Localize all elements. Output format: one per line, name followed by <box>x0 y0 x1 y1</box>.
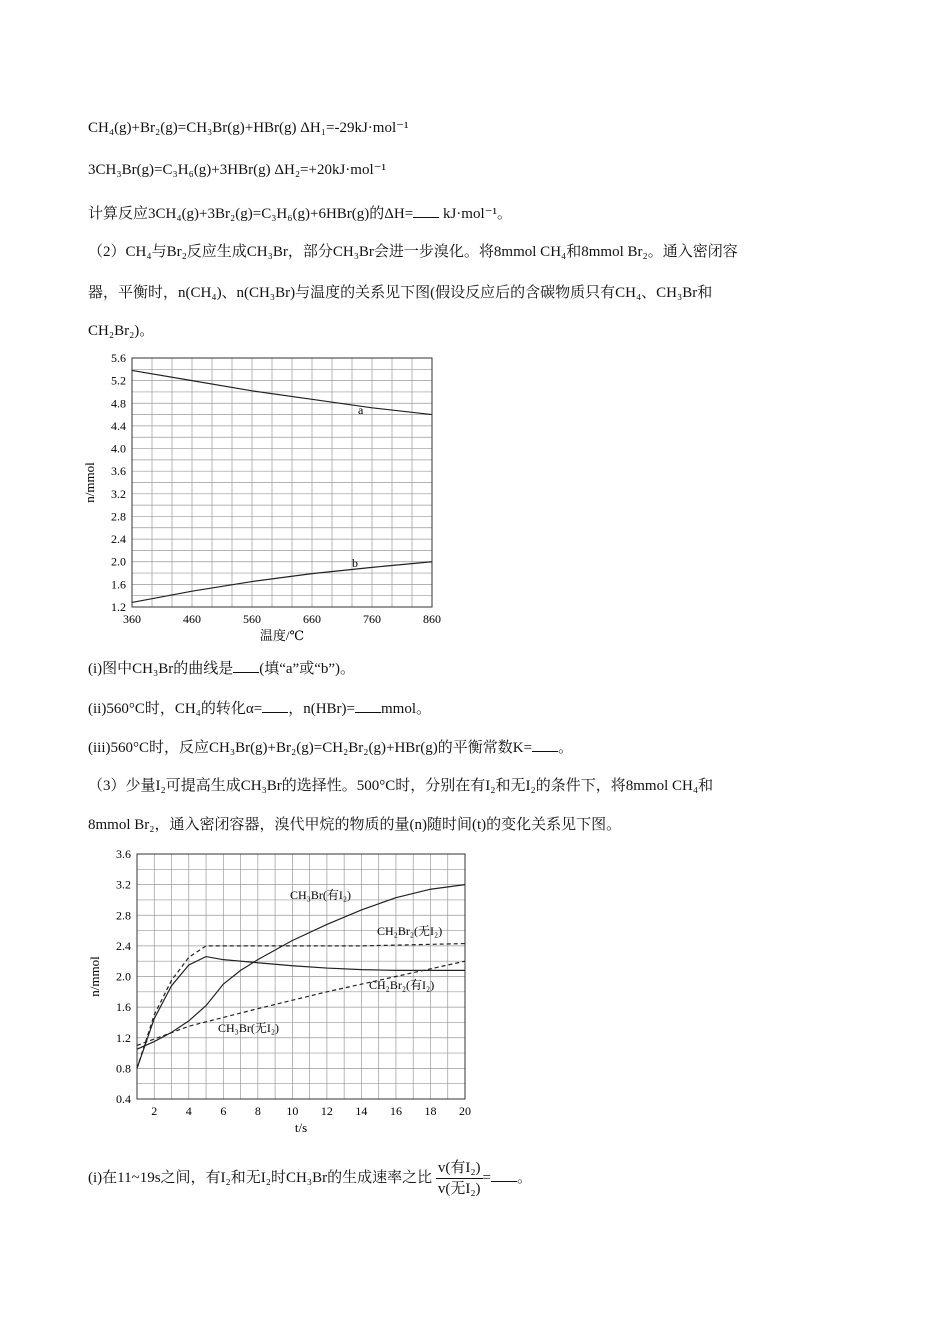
equation-1: CH₄(g)+Br₂(g)=CH₃Br(g)+HBr(g) ΔH₁=-29kJ·mol⁻¹ <box>88 120 409 136</box>
series-line-1 <box>132 370 432 414</box>
question-ii-c: mmol。 <box>381 701 432 717</box>
y-tick-label: 1.2 <box>111 600 126 614</box>
answer-blank <box>355 698 381 713</box>
series-line-3 <box>137 957 465 1069</box>
part2-line-2: 器，平衡时，n(CH₄)、n(CH₃Br)与温度的关系见下图(假设反应后的含碳物质只有CH₄、CH₃Br和 <box>88 285 713 301</box>
equation-2: 3CH₃Br(g)=C₃H₆(g)+3HBr(g) ΔH₂=+20kJ·mol⁻¹ <box>88 162 387 178</box>
question-3i-tail: = <box>482 1169 492 1186</box>
question-3i-text: (i)在11~19s之间，有I₂和无I₂时CH₃Br的生成速率之比 <box>88 1169 433 1186</box>
fraction-numerator: v(有I₂) <box>436 1158 483 1179</box>
x-tick-label: 4 <box>185 1104 192 1118</box>
x-tick-label: 560 <box>243 612 261 626</box>
y-tick-label: 5.6 <box>111 351 126 365</box>
question-ii <box>88 698 431 719</box>
y-tick-label: 4.0 <box>111 441 126 456</box>
answer-blank <box>413 203 439 218</box>
x-tick-label: 14 <box>355 1104 368 1118</box>
part3-line-2: 8mmol Br₂，通入密闭容器，溴代甲烷的物质的量(n)随时间(t)的变化关系见下图。 <box>88 817 622 833</box>
series-label-2: b <box>352 556 358 570</box>
y-tick-label: 3.6 <box>116 847 131 861</box>
answer-blank <box>262 698 288 713</box>
y-tick-label: 5.2 <box>111 373 126 388</box>
answer-blank <box>491 1167 517 1182</box>
y-tick-label: 3.6 <box>111 464 126 479</box>
chart1-labels <box>82 351 441 643</box>
x-tick-label: 12 <box>320 1104 333 1118</box>
question-3i <box>88 1158 532 1199</box>
series-line-2 <box>137 944 465 1069</box>
y-tick-label: 2.4 <box>116 938 131 953</box>
y-tick-label: 1.6 <box>111 577 126 592</box>
y-tick-label: 3.2 <box>116 877 131 892</box>
series-label-2: CH₂Br₂(无I₂) <box>377 924 443 938</box>
x-axis-label: 温度/℃ <box>259 628 305 643</box>
x-tick-label: 18 <box>424 1104 437 1118</box>
x-axis-label: t/s <box>294 1120 308 1135</box>
series-label-1: CH₃Br(有I₂) <box>290 888 352 902</box>
question-i <box>88 658 355 679</box>
y-tick-label: 2.0 <box>116 969 131 984</box>
question-ii-a: (ii)560°C时，CH₄的转化α= <box>88 701 263 717</box>
part3-line-1: （3）少量I₂可提高生成CH₃Br的选择性。500°C时，分别在有I₂和无I₂的条件下，将8mmol CH₄和 <box>88 778 714 794</box>
series-label-3: CH₂Br₂(有I₂) <box>369 978 435 992</box>
x-tick-label: 10 <box>286 1104 299 1118</box>
y-tick-label: 3.2 <box>111 486 126 501</box>
question-i-text: (i)图中CH₃Br的曲线是 <box>88 661 234 677</box>
chart1-series <box>132 370 432 602</box>
question-1 <box>88 203 512 224</box>
series-label-1: a <box>358 403 364 417</box>
y-tick-label: 1.6 <box>116 1000 131 1015</box>
y-tick-label: 2.8 <box>116 908 131 923</box>
y-tick-label: 0.8 <box>116 1061 131 1076</box>
question-1-unit: kJ·mol⁻¹。 <box>442 206 513 222</box>
x-tick-label: 16 <box>389 1104 402 1118</box>
question-1-text: 计算反应3CH₄(g)+3Br₂(g)=C₃H₆(g)+6HBr(g)的ΔH= <box>88 206 414 222</box>
y-tick-label: 1.2 <box>116 1030 131 1045</box>
question-3i-end: 。 <box>517 1169 533 1186</box>
x-tick-label: 8 <box>254 1104 261 1118</box>
y-axis-label: n/mmol <box>87 956 102 997</box>
question-ii-b: ，n(HBr)= <box>288 701 356 717</box>
question-iii-text: (iii)560°C时，反应CH₃Br(g)+Br₂(g)=CH₂Br₂(g)+HBr(g)的平衡常数K= <box>88 740 533 756</box>
chart-time <box>85 845 485 1145</box>
series-label-4: CH₃Br(无I₂) <box>218 1021 280 1035</box>
y-tick-label: 0.4 <box>116 1092 131 1106</box>
y-tick-label: 2.4 <box>111 532 126 547</box>
fraction-denominator: v(无I₂) <box>437 1181 481 1197</box>
y-tick-label: 4.4 <box>111 418 126 433</box>
series-line-4 <box>137 961 465 1045</box>
series-line-2 <box>132 562 432 603</box>
x-tick-label: 860 <box>423 612 441 626</box>
part2-line-3: CH₂Br₂)。 <box>88 323 155 339</box>
x-tick-label: 760 <box>363 612 381 626</box>
question-iii-tail: 。 <box>558 740 574 756</box>
x-tick-label: 6 <box>220 1104 227 1118</box>
y-tick-label: 2.0 <box>111 554 126 569</box>
answer-blank <box>532 737 558 752</box>
rate-ratio-fraction <box>436 1158 483 1199</box>
y-tick-label: 4.8 <box>111 396 126 411</box>
x-tick-label: 2 <box>151 1104 158 1118</box>
x-tick-label: 660 <box>303 612 321 626</box>
x-tick-label: 360 <box>123 612 141 626</box>
y-tick-label: 2.8 <box>111 509 126 524</box>
x-tick-label: 20 <box>459 1104 471 1118</box>
x-tick-label: 460 <box>183 612 201 626</box>
chart-temperature <box>82 350 455 650</box>
question-iii <box>88 737 573 758</box>
answer-blank <box>233 658 259 673</box>
question-i-tail: (填“a”或“b”)。 <box>259 661 356 677</box>
y-axis-label: n/mmol <box>82 462 97 503</box>
part2-line-1: （2）CH₄与Br₂反应生成CH₃Br，部分CH₃Br会进一步溴化。将8mmol CH₄和8mmol Br₂。通入密闭容 <box>88 244 738 260</box>
